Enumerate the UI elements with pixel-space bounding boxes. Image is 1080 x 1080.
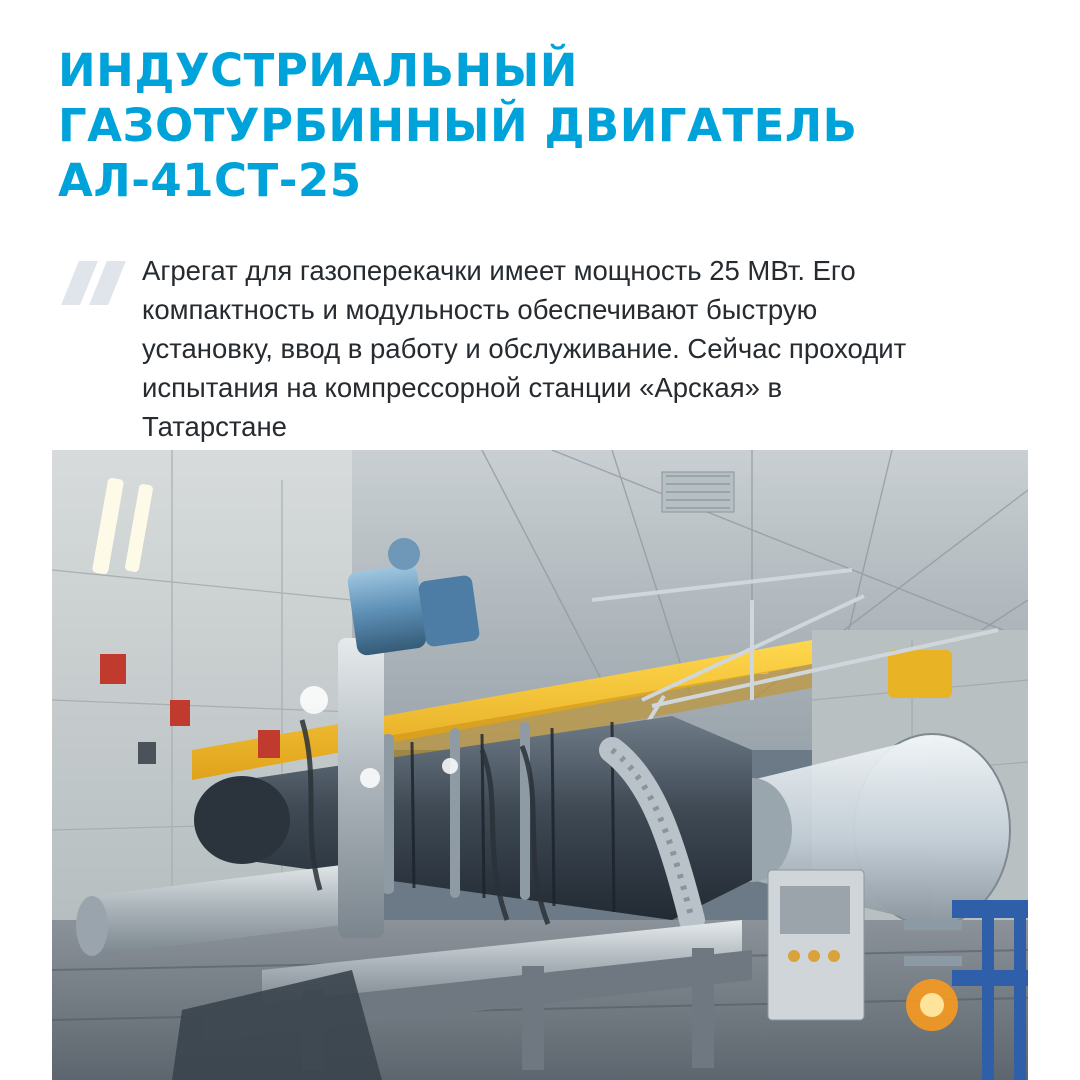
card-header: [0, 0, 1080, 446]
lead-paragraph: Агрегат для газоперекачки имеет мощность 25 МВт. Его компактность и модульность обеспечивают быструю установку, ввод в работу и обслуживание. Сейчас проходит испытания на компрессорной станции «Арская» в Татарстане: [142, 254, 907, 442]
engine-photo-illustration: [52, 450, 1028, 1080]
engine-photo: [52, 450, 1028, 1080]
page-title: ИНДУСТРИАЛЬНЫЙ ГАЗОТУРБИННЫЙ ДВИГАТЕЛЬ АЛ-41СТ-25: [58, 44, 858, 207]
double-slash-quote-icon: [64, 261, 126, 309]
lead-block: [58, 251, 1022, 446]
